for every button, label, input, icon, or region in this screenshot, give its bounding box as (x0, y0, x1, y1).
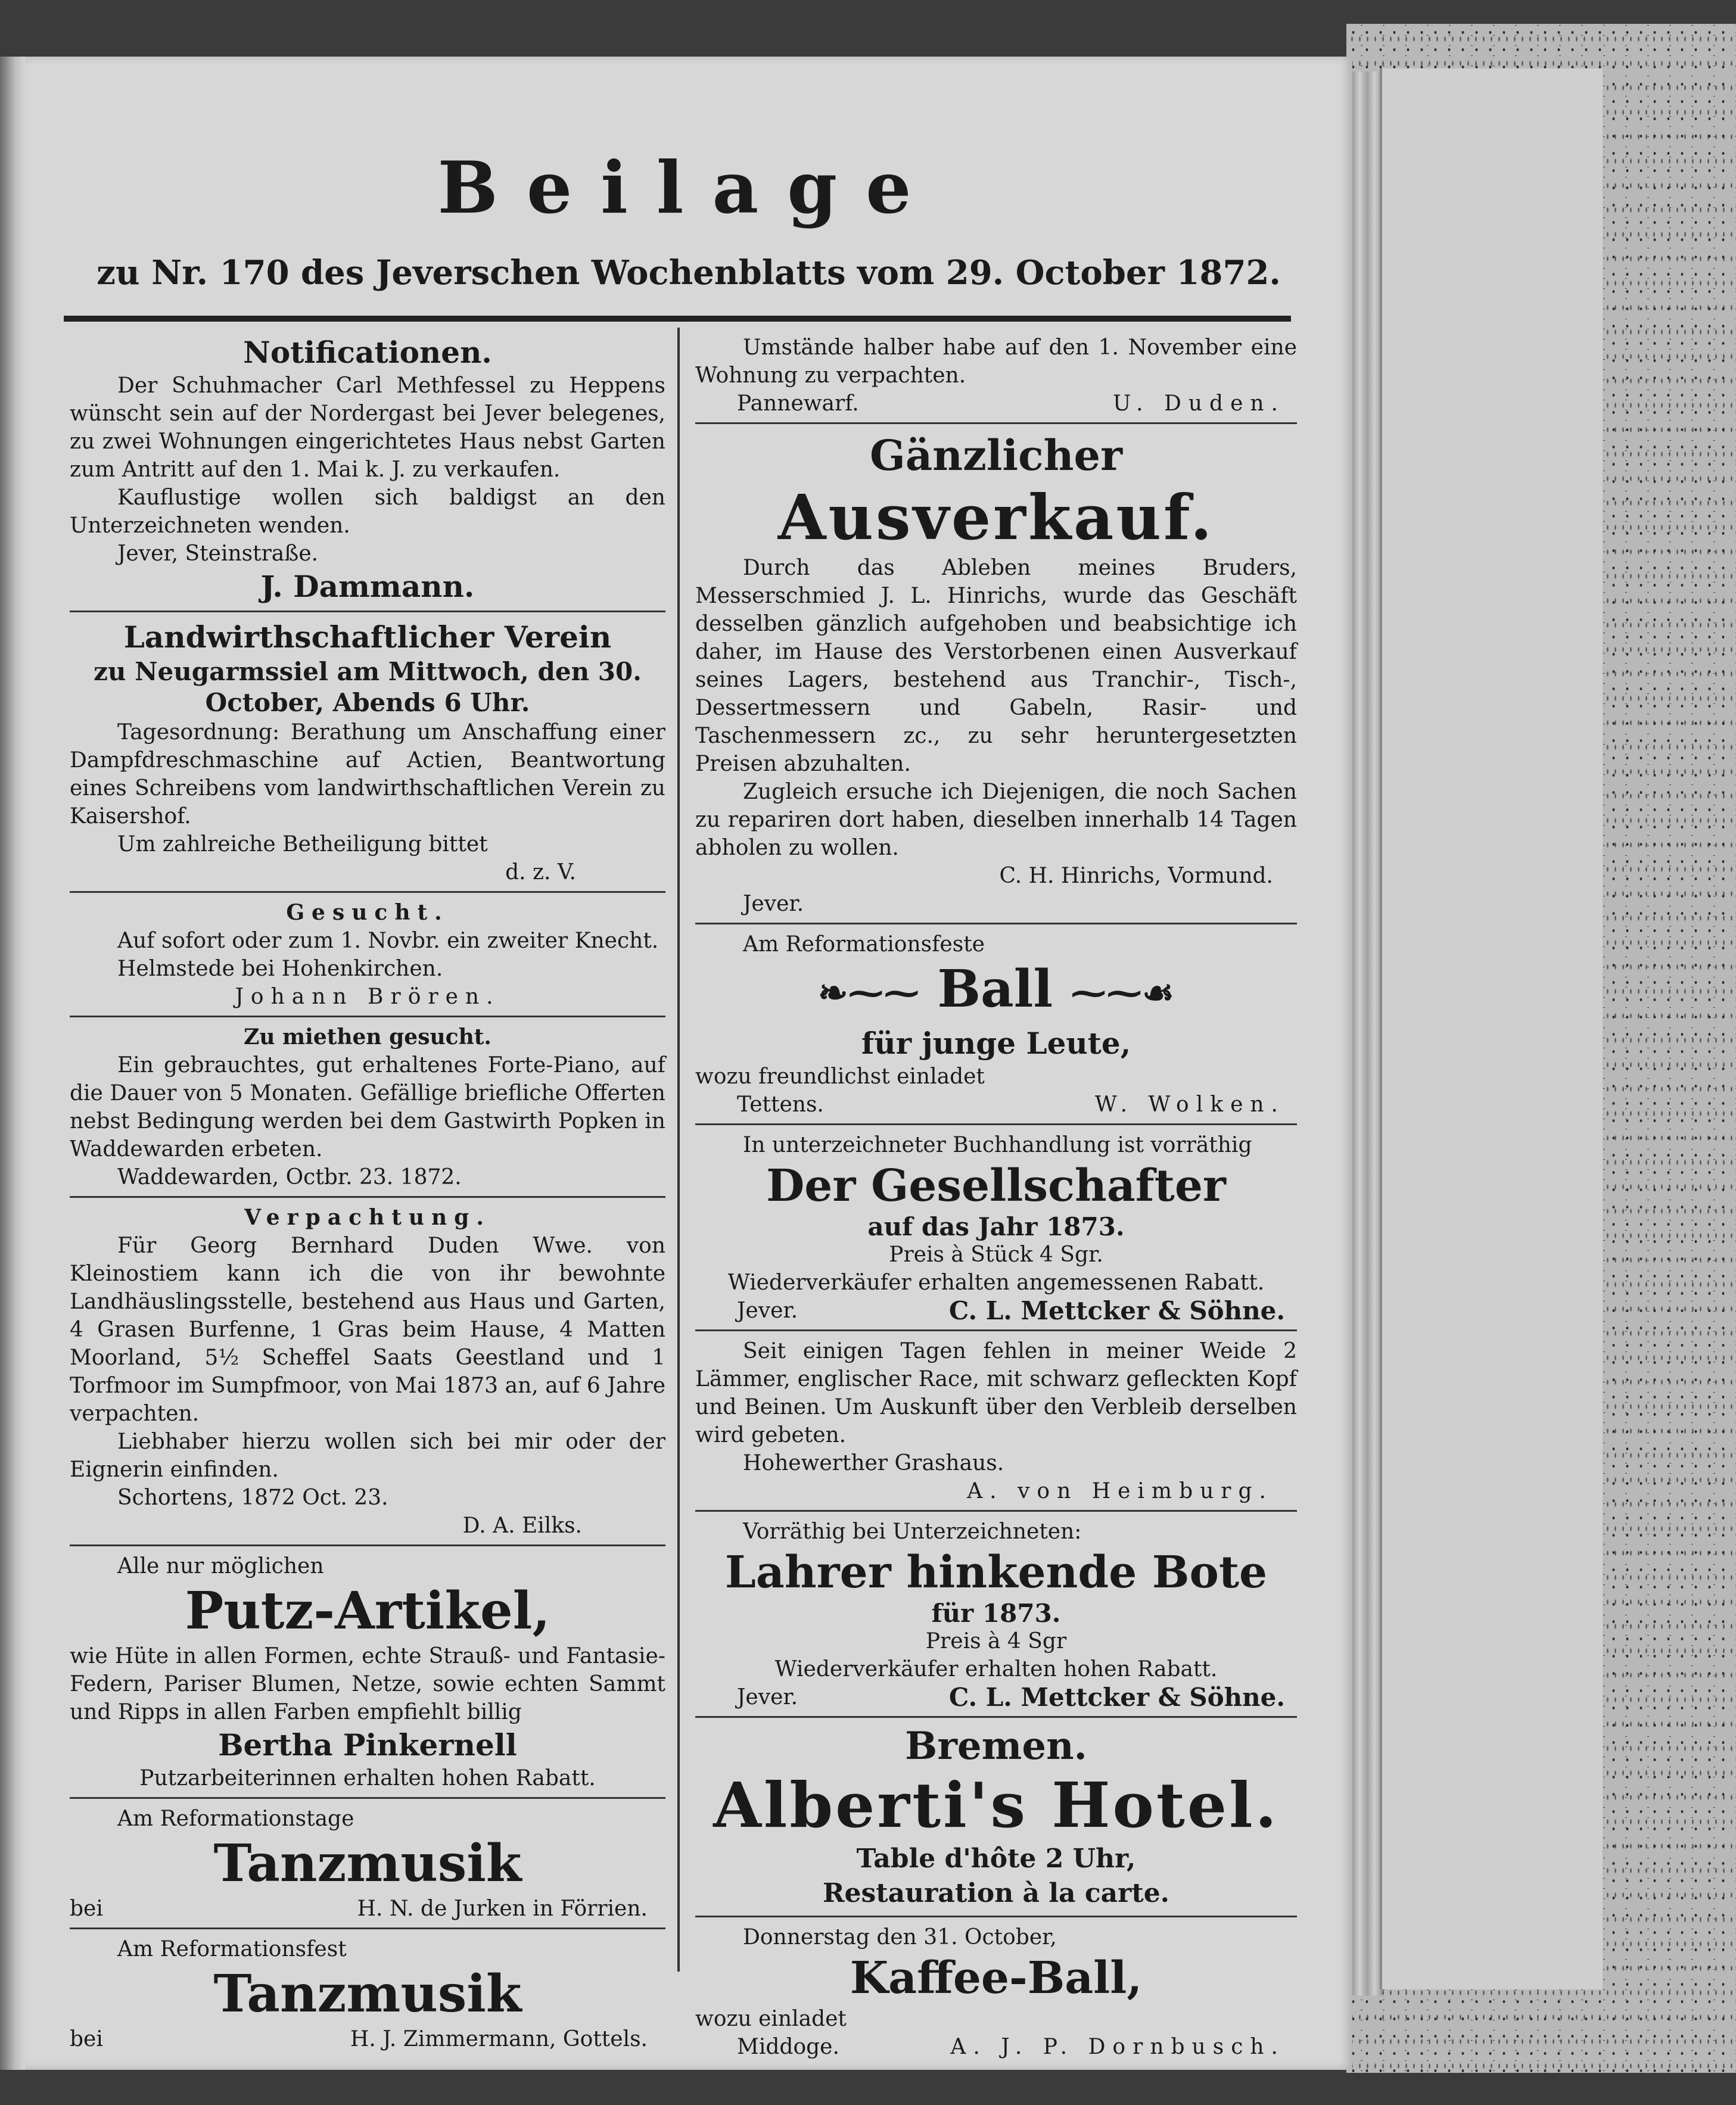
ad-intro: Vorräthig bei Unterzeichneten: (743, 1519, 1082, 1544)
ad-place: Jever. (737, 1298, 798, 1323)
ad-place: Hohewerther Grashaus. (743, 1450, 1004, 1475)
ad-heading: Tanzmusik (213, 1964, 522, 2024)
ad-text: Um zahlreiche Betheiligung bittet (117, 832, 488, 857)
ad-heading: Gänzlicher (870, 431, 1122, 480)
ad-note: Putzarbeiterinnen erhalten hohen Rabatt. (139, 1766, 596, 1791)
ad-heading: Zu miethen gesucht. (244, 1025, 491, 1050)
ad-intro: Am Reformationsfest (117, 1937, 347, 1961)
ad-heading: Gesucht. (286, 900, 449, 925)
inner-cover (1380, 68, 1603, 1989)
ad-signature: C. H. Hinrichs, Vormund. (999, 864, 1273, 888)
ad-signature: W. Wolken. (1094, 1092, 1285, 1117)
ad-rabatt: Wiederverkäufer erhalten angemessenen Rabatt. (727, 1270, 1265, 1295)
page-subtitle: zu Nr. 170 des Jeverschen Wochenblatts vom 29. October 1872. (97, 253, 1281, 292)
ad-place: Jever. (743, 892, 804, 916)
ad-price: Preis à 4 Sgr (925, 1628, 1067, 1654)
ad-heading (695, 958, 1297, 1025)
ad-text: Ein gebrauchtes, gut erhaltenes Forte-Piano, auf die Dauer von 5 Monaten. Gefällige briefliche Offerten nebst Bedingung werden bei dem Gastwirth Popken in Waddewarden erbeten. (70, 1053, 665, 1162)
newspaper-page (25, 57, 1352, 2070)
ad-tanzmusik-2 (70, 1929, 665, 2058)
ad-text: Zugleich ersuche ich Diejenigen, die noch Sachen zu repariren dort haben, dieselben innerhalb 14 Tagen abholen zu wollen. (695, 780, 1297, 860)
ad-kaffee-ball (695, 1917, 1297, 2066)
ad-wohnung (695, 328, 1297, 424)
ad-signature: D. A. Eilks. (462, 1514, 582, 1538)
ad-city: Bremen. (905, 1723, 1087, 1768)
ad-signature: J. Dammann. (260, 569, 475, 604)
ad-heading: Verpachtung. (244, 1205, 491, 1230)
ad-miethen (70, 1017, 665, 1198)
ad-place: Middoge. (737, 2034, 839, 2059)
ad-line: Table d'hôte 2 Uhr, (856, 1843, 1136, 1874)
ad-heading: Lahrer hinkende Bote (724, 1546, 1268, 1598)
header-rule (64, 316, 1291, 322)
ad-signature: A. J. P. Dornbusch. (950, 2034, 1285, 2059)
ad-place: Jever. (737, 1684, 798, 1709)
ad-intro: In unterzeichneter Buchhandlung ist vorräthig (743, 1132, 1252, 1157)
ad-intro: Am Reformationstage (117, 1807, 354, 1831)
ad-laemmer (695, 1331, 1297, 1512)
ad-intro: Donnerstag den 31. October, (743, 1925, 1057, 1950)
ad-gesucht (70, 893, 665, 1017)
ad-invite: wozu einladet (695, 2006, 847, 2031)
ad-text: Kauflustige wollen sich baldigst an den Unterzeichneten wenden. (70, 485, 665, 538)
ad-heading: Notificationen. (243, 335, 492, 370)
ad-place: Helmstede bei Hohenkirchen. (117, 957, 443, 981)
ad-place: Jever, Steinstraße. (117, 541, 319, 566)
left-page-edge (0, 57, 25, 2070)
ad-ausverkauf (695, 424, 1297, 924)
ad-rabatt: Wiederverkäufer erhalten hohen Rabatt. (774, 1656, 1218, 1681)
column-divider (677, 328, 680, 1972)
right-column (695, 328, 1297, 2066)
ad-tanzmusik-1 (70, 1799, 665, 1929)
ad-signature: Johann Brören. (235, 985, 500, 1009)
ad-date: Waddewarden, Octbr. 23. 1872. (117, 1165, 462, 1189)
ad-signature: C. L. Mettcker & Söhne. (948, 1682, 1285, 1712)
ad-heading-large: Ausverkauf. (777, 481, 1215, 554)
ad-subheading: für junge Leute, (861, 1025, 1131, 1061)
ad-hinkende-bote (695, 1512, 1297, 1718)
page-stack-edge (1352, 71, 1382, 1995)
ad-signature: U. Duden. (1113, 391, 1285, 416)
ad-host: H. N. de Jurken in Förrien. (357, 1897, 648, 1921)
ad-bei: bei (70, 1897, 103, 1921)
ad-subheading: auf das Jahr 1873. (867, 1212, 1125, 1241)
ad-heading-text: Ball (937, 959, 1053, 1019)
ad-heading: Tanzmusik (213, 1833, 522, 1894)
ad-signature: A. von Heimburg. (967, 1478, 1273, 1503)
ornament-left-icon: ❧⁓⁓ (818, 972, 920, 1014)
ad-text: Umstände halber habe auf den 1. November eine Wohnung zu verpachten. (695, 335, 1297, 388)
ad-alberti-hotel (695, 1718, 1297, 1917)
ad-notificationen (70, 328, 665, 612)
ad-intro: Alle nur möglichen (117, 1554, 324, 1578)
ad-text: Durch das Ableben meines Bruders, Messerschmied J. L. Hinrichs, wurde das Geschäft desselben gänzlich aufgehoben und beabsichtige ich daher, im Hause des Verstorbenen einen Ausverkauf seines Lagers, bestehend aus Tranchir-, Tisch-, Dessertmessern und Gabeln, Rasir- und Taschenmessern zc., zu sehr heruntergesetzten Preisen abzuhalten. (695, 556, 1297, 776)
ad-date: Schortens, 1872 Oct. 23. (117, 1486, 388, 1510)
ad-bei: bei (70, 2027, 103, 2051)
ad-intro: Am Reformationsfeste (743, 932, 985, 957)
left-column (70, 328, 665, 2058)
ad-putz (70, 1546, 665, 1799)
ad-place: Pannewarf. (737, 391, 859, 416)
ad-name: Bertha Pinkernell (218, 1727, 517, 1763)
ad-text: Auf sofort oder zum 1. Novbr. ein zweiter Knecht. (117, 929, 659, 953)
ad-host: H. J. Zimmermann, Gottels. (350, 2027, 648, 2051)
ad-text: Für Georg Bernhard Duden Wwe. von Kleinostiem kann ich die von ihr bewohnte Landhäuslingsstelle, bestehend aus Haus und Garten, 4 Grasen Burfenne, 1 Gras beim Hause, 4 Matten Moorland, 5½ Scheffel Saats Geestland und 1 Torfmoor im Sumpfmoor, von Mai 1873 an, auf 6 Jahre verpachten. (70, 1234, 665, 1426)
ornament-right-icon: ⁓⁓☙ (1071, 972, 1174, 1014)
ad-heading: Landwirthschaftlicher Verein (123, 619, 612, 655)
ad-text: Der Schuhmacher Carl Methfessel zu Heppens wünscht sein auf der Nordergast bei Jever belegenes, zu zwei Wohnungen eingerichtetes Haus nebst Garten zum Antritt auf den 1. Mai k. J. zu verkaufen. (70, 373, 665, 482)
ad-signature: C. L. Mettcker & Söhne. (948, 1296, 1285, 1325)
ad-signature: d. z. V. (505, 860, 576, 885)
ad-verein (70, 612, 665, 893)
ad-heading-large: Alberti's Hotel. (713, 1768, 1279, 1842)
ad-ball (695, 924, 1297, 1125)
ad-line: Restauration à la carte. (822, 1877, 1170, 1908)
ad-heading: Putz-Artikel, (185, 1581, 550, 1641)
ad-price: Preis à Stück 4 Sgr. (889, 1242, 1103, 1267)
ad-text: Liebhaber hierzu wollen sich bei mir oder der Eignerin einfinden. (70, 1430, 665, 1482)
ad-invite: wozu freundlichst einladet (695, 1064, 985, 1089)
ad-gesellschafter (695, 1125, 1297, 1331)
ad-heading: Der Gesellschafter (766, 1160, 1226, 1212)
ad-text: wie Hüte in allen Formen, echte Strauß- und Fantasie-Federn, Pariser Blumen, Netze, sowie echten Sammt und Ripps in allen Farben empfiehlt billig (70, 1644, 665, 1724)
ad-heading: Kaffee-Ball, (850, 1952, 1143, 2004)
ad-place: Tettens. (737, 1092, 824, 1117)
ad-text: Tagesordnung: Berathung um Anschaffung einer Dampfdreschmaschine auf Actien, Beantwortung eines Schreibens vom landwirthschaftlichen Verein zu Kaisershof. (70, 720, 665, 829)
page-title: Beilage (437, 146, 940, 230)
ad-text: Seit einigen Tagen fehlen in meiner Weide 2 Lämmer, englischer Race, mit schwarz gefleckten Kopf und Beinen. Um Auskunft über den Verbleib derselben wird gebeten. (695, 1338, 1297, 1447)
ad-verpachtung (70, 1198, 665, 1546)
ad-subheading: zu Neugarmssiel am Mittwoch, den 30. October, Abends 6 Uhr. (94, 657, 642, 717)
ad-subheading: für 1873. (931, 1598, 1061, 1628)
